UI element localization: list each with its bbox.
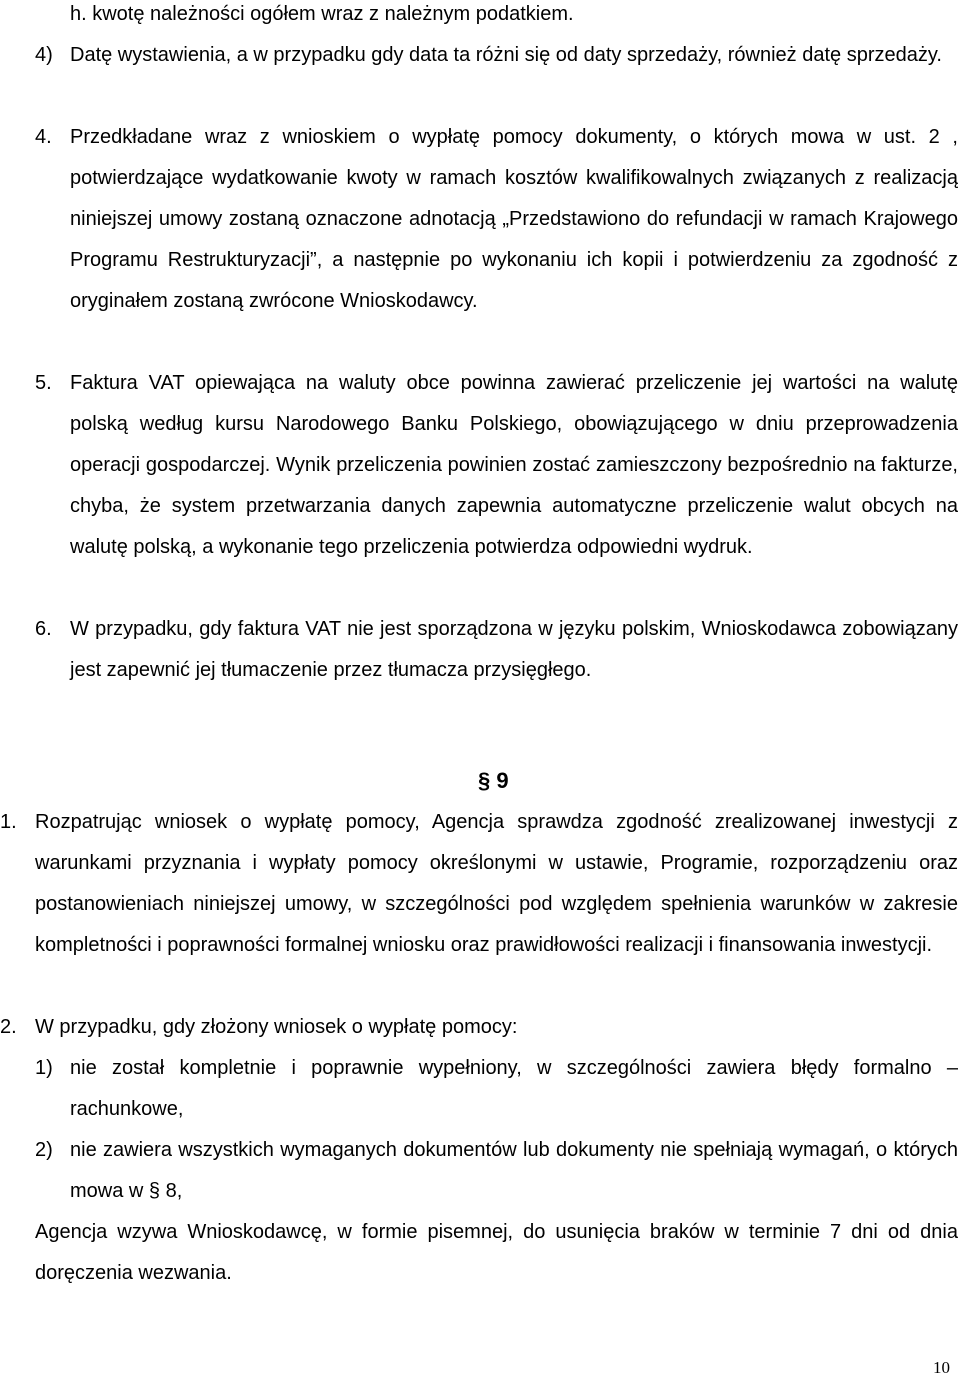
section-9-item-1-label: 1.: [0, 811, 17, 833]
section-8-item-6: [35, 609, 958, 691]
section-9-subitem-2-text: nie zawiera wszystkich wymaganych dokumentów lub dokumenty nie spełniają wymagań, o których mowa w § 8,: [70, 1139, 958, 1202]
section-9-item-2: [0, 1007, 958, 1048]
section-8-item-4: [35, 117, 958, 322]
section-9-subitem-2-label: 2): [35, 1139, 53, 1161]
section-8-item-5-label: 5.: [35, 372, 52, 394]
closing-paragraph-text: Agencja wzywa Wnioskodawcę, w formie pisemnej, do usunięcia braków w terminie 7 dni od dnia doręczenia wezwania.: [35, 1221, 958, 1284]
section-heading: § 9: [478, 768, 509, 793]
section-8-item-6-label: 6.: [35, 618, 52, 640]
section-8-item-6-text: W przypadku, gdy faktura VAT nie jest sporządzona w języku polskim, Wnioskodawca zobowiązany jest zapewnić jej tłumaczenie przez tłumacza przysięgłego.: [70, 618, 958, 681]
section-9-subitem-1-text: nie został kompletnie i poprawnie wypełniony, w szczególności zawiera błędy formalno – rachunkowe,: [70, 1057, 958, 1120]
page-number: 10: [933, 1358, 950, 1377]
section-9-item-2-text: W przypadku, gdy złożony wniosek o wypłatę pomocy:: [35, 1016, 518, 1038]
section-8-item-5: [35, 363, 958, 568]
item-h-text: h. kwotę należności ogółem wraz z należnym podatkiem.: [70, 3, 574, 25]
closing-paragraph: [35, 1212, 958, 1294]
section-9-subitem-1: [35, 1048, 958, 1130]
section-9-item-1-text: Rozpatrując wniosek o wypłatę pomocy, Agencja sprawdza zgodność zrealizowanej inwestycji z warunkami przyznania i wypłaty pomocy określonymi w ustawie, Programie, rozporządzeniu oraz postanowieniach niniejszej umowy, w szczególności pod względem spełnienia warunków w zakresie kompletności i poprawności formalnej wniosku oraz prawidłowości realizacji i finansowania inwestycji.: [35, 811, 958, 956]
sub-item-4: [35, 35, 958, 76]
section-9-item-1: [0, 802, 958, 966]
section-8-item-5-text: Faktura VAT opiewająca na waluty obce powinna zawierać przeliczenie jej wartości na walutę polską według kursu Narodowego Banku Polskiego, obowiązującego w dniu przeprowadzenia operacji gospodarczej. Wynik przeliczenia powinien zostać zamieszczony bezpośrednio na fakturze, chyba, że system przetwarzania danych zapewnia automatyczne przeliczenie walut obcych na walutę polską, a wykonanie tego przeliczenia potwierdza odpowiedni wydruk.: [70, 372, 958, 558]
section-8-item-4-label: 4.: [35, 126, 52, 148]
section-9-item-2-label: 2.: [0, 1016, 17, 1038]
sub-item-4-text: Datę wystawienia, a w przypadku gdy data ta różni się od daty sprzedaży, również datę sprzedaży.: [70, 44, 942, 66]
section-9-subitem-1-label: 1): [35, 1057, 53, 1079]
section-8-item-4-text: Przedkładane wraz z wnioskiem o wypłatę pomocy dokumenty, o których mowa w ust. 2 , potwierdzające wydatkowanie kwoty w ramach kosztów kwalifikowalnych związanych z realizacją niniejszej umowy zostaną oznaczone adnotacją „Przedstawiono do refundacji w ramach Krajowego Programu Restrukturyzacji”, a następnie po wykonaniu ich kopii i potwierdzeniu za zgodność z oryginałem zostaną zwrócone Wnioskodawcy.: [70, 126, 958, 312]
item-h: [70, 0, 950, 35]
sub-item-4-label: 4): [35, 44, 53, 66]
section-9-subitem-2: [35, 1130, 958, 1212]
